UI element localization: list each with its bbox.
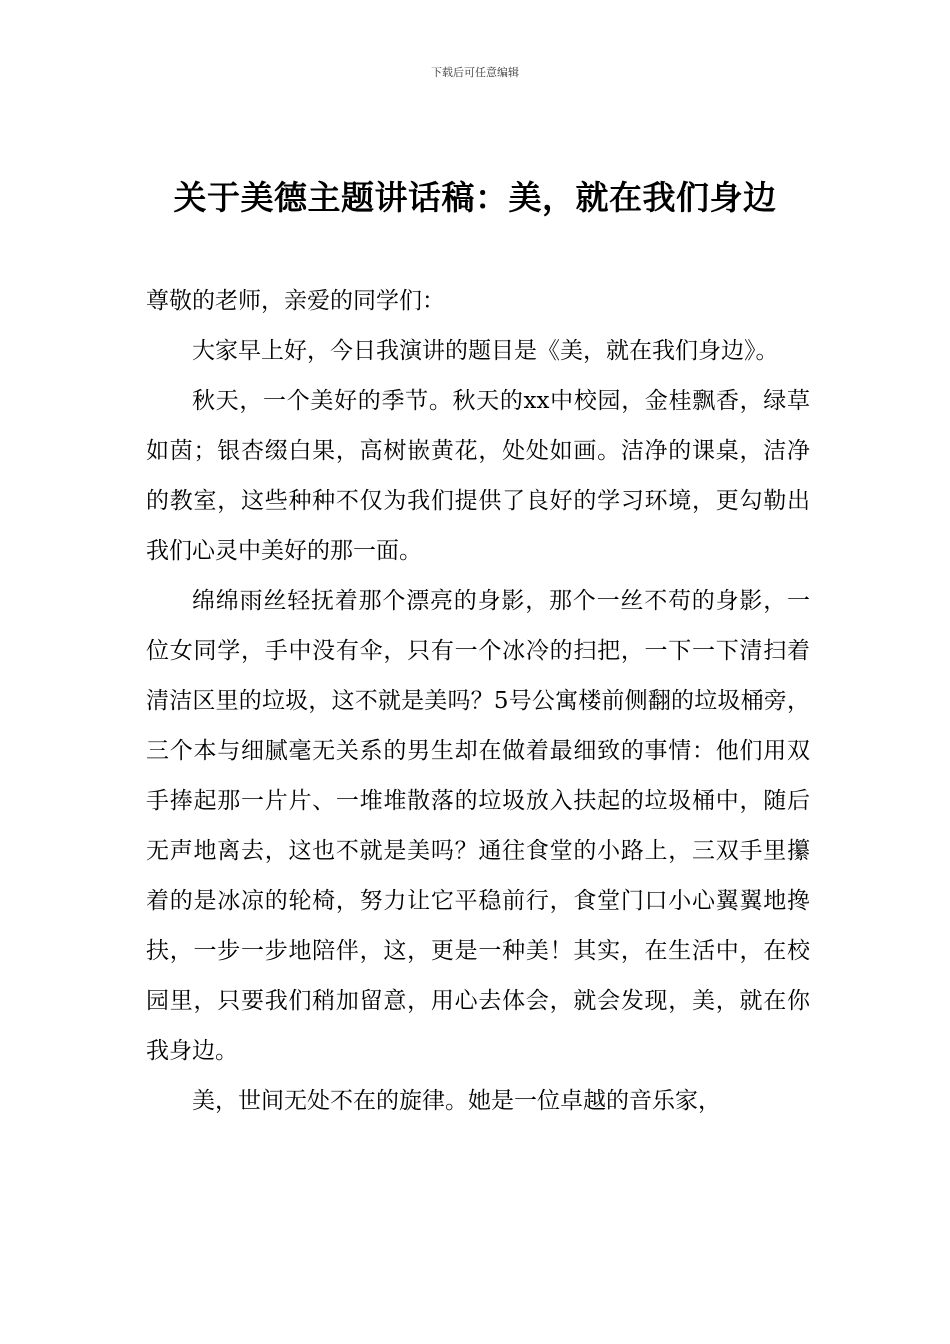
paragraph-4: 美，世间无处不在的旋律。她是一位卓越的音乐家， bbox=[192, 1088, 721, 1114]
document-title: 关于美德主题讲话稿：美，就在我们身边 bbox=[173, 178, 777, 217]
paragraph-3: 绵绵雨丝轻抚着那个漂亮的身影，那个一丝不苟的身影，一位女同学，手中没有伞，只有一个冰冷的扫把，一下一下清扫着清洁区里的垃圾，这不就是美吗？5号公寓楼前侧翻的垃圾桶旁，三个本与细腻毫无关系的男生却在做着最细致的事情：他们用双手捧起那一片片、一堆堆散落的垃圾放入扶起的垃圾桶中，随后无声地离去，这也不就是美吗？通往食堂的小路上，三双手里攥着的是冰凉的轮椅，努力让它平稳前行，食堂门口小心翼翼地搀扶，一步一步地陪伴，这，更是一种美！其实，在生活中，在校园里，只要我们稍加留意，用心去体会，就会发现，美，就在你我身边。 bbox=[146, 588, 810, 1064]
document-body bbox=[146, 276, 810, 1126]
salutation: 尊敬的老师，亲爱的同学们： bbox=[146, 288, 445, 314]
paragraph-2: 秋天，一个美好的季节。秋天的xx中校园，金桂飘香，绿草如茵；银杏缀白果，高树嵌黄花，处处如画。洁净的课桌，洁净的教室，这些种种不仅为我们提供了良好的学习环境，更勾勒出我们心灵中美好的那一面。 bbox=[146, 388, 810, 564]
paragraph-1: 大家早上好，今日我演讲的题目是《美，就在我们身边》。 bbox=[192, 338, 779, 364]
page-header-note: 下载后可任意编辑 bbox=[431, 66, 519, 79]
